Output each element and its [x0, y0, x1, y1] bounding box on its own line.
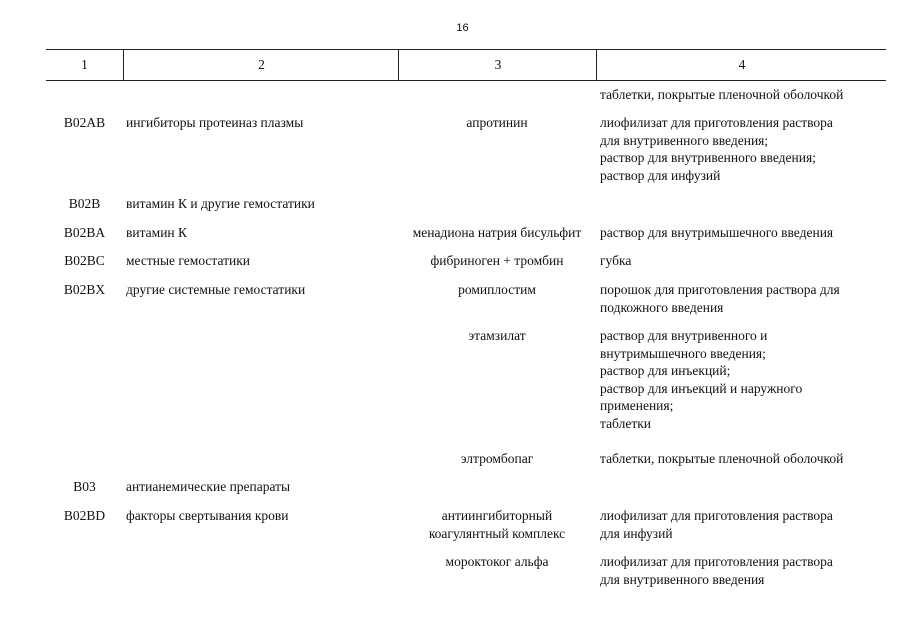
dosage-form-line: для инфузий: [600, 525, 673, 541]
drug-name-line: этамзилат: [468, 328, 526, 343]
header-col-1: 1: [81, 57, 88, 72]
drug-name: [398, 450, 596, 468]
atc-code: B02BX: [63, 282, 106, 297]
dosage-form-line: раствор для внутривенного введения;: [600, 150, 816, 165]
drug-name-line: апротинин: [466, 115, 528, 130]
dosage-form-line: лиофилизат для приготовления раствора: [600, 554, 833, 569]
dosage-form-line: раствор для внутривенного и: [600, 328, 768, 343]
atc-code: B02BA: [63, 225, 106, 240]
dosage-form-line: порошок для приготовления раствора для: [600, 282, 840, 297]
group-name: местные гемостатики: [126, 253, 251, 268]
drug-name: [398, 224, 596, 242]
dosage-form-line: таблетки, покрытые пленочной оболочкой: [600, 87, 844, 102]
dosage-form: [600, 252, 631, 270]
header-col-4: 4: [596, 50, 887, 80]
drug-name-line: ромиплостим: [458, 282, 536, 297]
drug-name-line: коагулянтный комплекс: [428, 525, 566, 541]
drug-name-line: фибриноген + тромбин: [430, 253, 564, 268]
dosage-form-line: раствор для инъекций;: [600, 363, 731, 378]
atc-code: B02BC: [64, 253, 105, 268]
dosage-form: [600, 86, 843, 104]
dosage-form: [600, 327, 802, 432]
dosage-form-line: для внутривенного введения: [600, 571, 765, 587]
dosage-form: [600, 224, 833, 242]
drug-name: [398, 327, 596, 345]
group-name: витамин К: [126, 225, 188, 240]
header-col-3: 3: [398, 50, 597, 80]
page-number: 16: [456, 22, 469, 34]
dosage-form: [600, 281, 840, 316]
dosage-form-line: подкожного введения: [600, 299, 724, 315]
dosage-form-line: таблетки: [600, 415, 652, 431]
dosage-form: [600, 114, 833, 184]
group-name: антианемические препараты: [126, 479, 291, 494]
drug-name: [398, 252, 596, 270]
dosage-form: [600, 450, 843, 468]
atc-code: B02AB: [63, 115, 106, 130]
dosage-form-line: раствор для инфузий: [600, 167, 721, 183]
drug-name-line: антиингибиторный: [441, 508, 553, 523]
dosage-form-line: внутримышечного введения;: [600, 345, 766, 361]
dosage-form-line: раствор для инъекций и наружного: [600, 380, 803, 396]
dosage-form-line: применения;: [600, 398, 674, 413]
dosage-form: [600, 507, 833, 542]
dosage-form-line: таблетки, покрытые пленочной оболочкой: [600, 451, 844, 466]
atc-code: B03: [73, 479, 96, 494]
dosage-form-line: лиофилизат для приготовления раствора: [600, 508, 833, 523]
group-name: другие системные гемостатики: [126, 282, 306, 297]
drug-name-line: менадиона натрия бисульфит: [412, 225, 582, 240]
dosage-form-line: раствор для внутримышечного введения: [600, 225, 834, 240]
dosage-form: [600, 553, 833, 588]
drug-name: [398, 507, 596, 542]
atc-code: B02BD: [63, 508, 106, 523]
group-name: ингибиторы протеиназ плазмы: [126, 115, 304, 130]
group-name: факторы свертывания крови: [126, 508, 289, 523]
atc-code: B02B: [68, 196, 101, 211]
drug-name: [398, 281, 596, 299]
drug-name-line: мороктоког альфа: [445, 554, 549, 569]
group-name: витамин К и другие гемостатики: [126, 196, 315, 211]
header-col-2: 2: [123, 50, 399, 80]
drug-name: [398, 553, 596, 571]
dosage-form-line: губка: [600, 253, 632, 268]
drug-name: [398, 114, 596, 132]
dosage-form-line: лиофилизат для приготовления раствора: [600, 115, 833, 130]
table-header: [46, 49, 886, 81]
dosage-form-line: для внутривенного введения;: [600, 132, 769, 148]
drug-name-line: элтромбопаг: [460, 451, 534, 466]
